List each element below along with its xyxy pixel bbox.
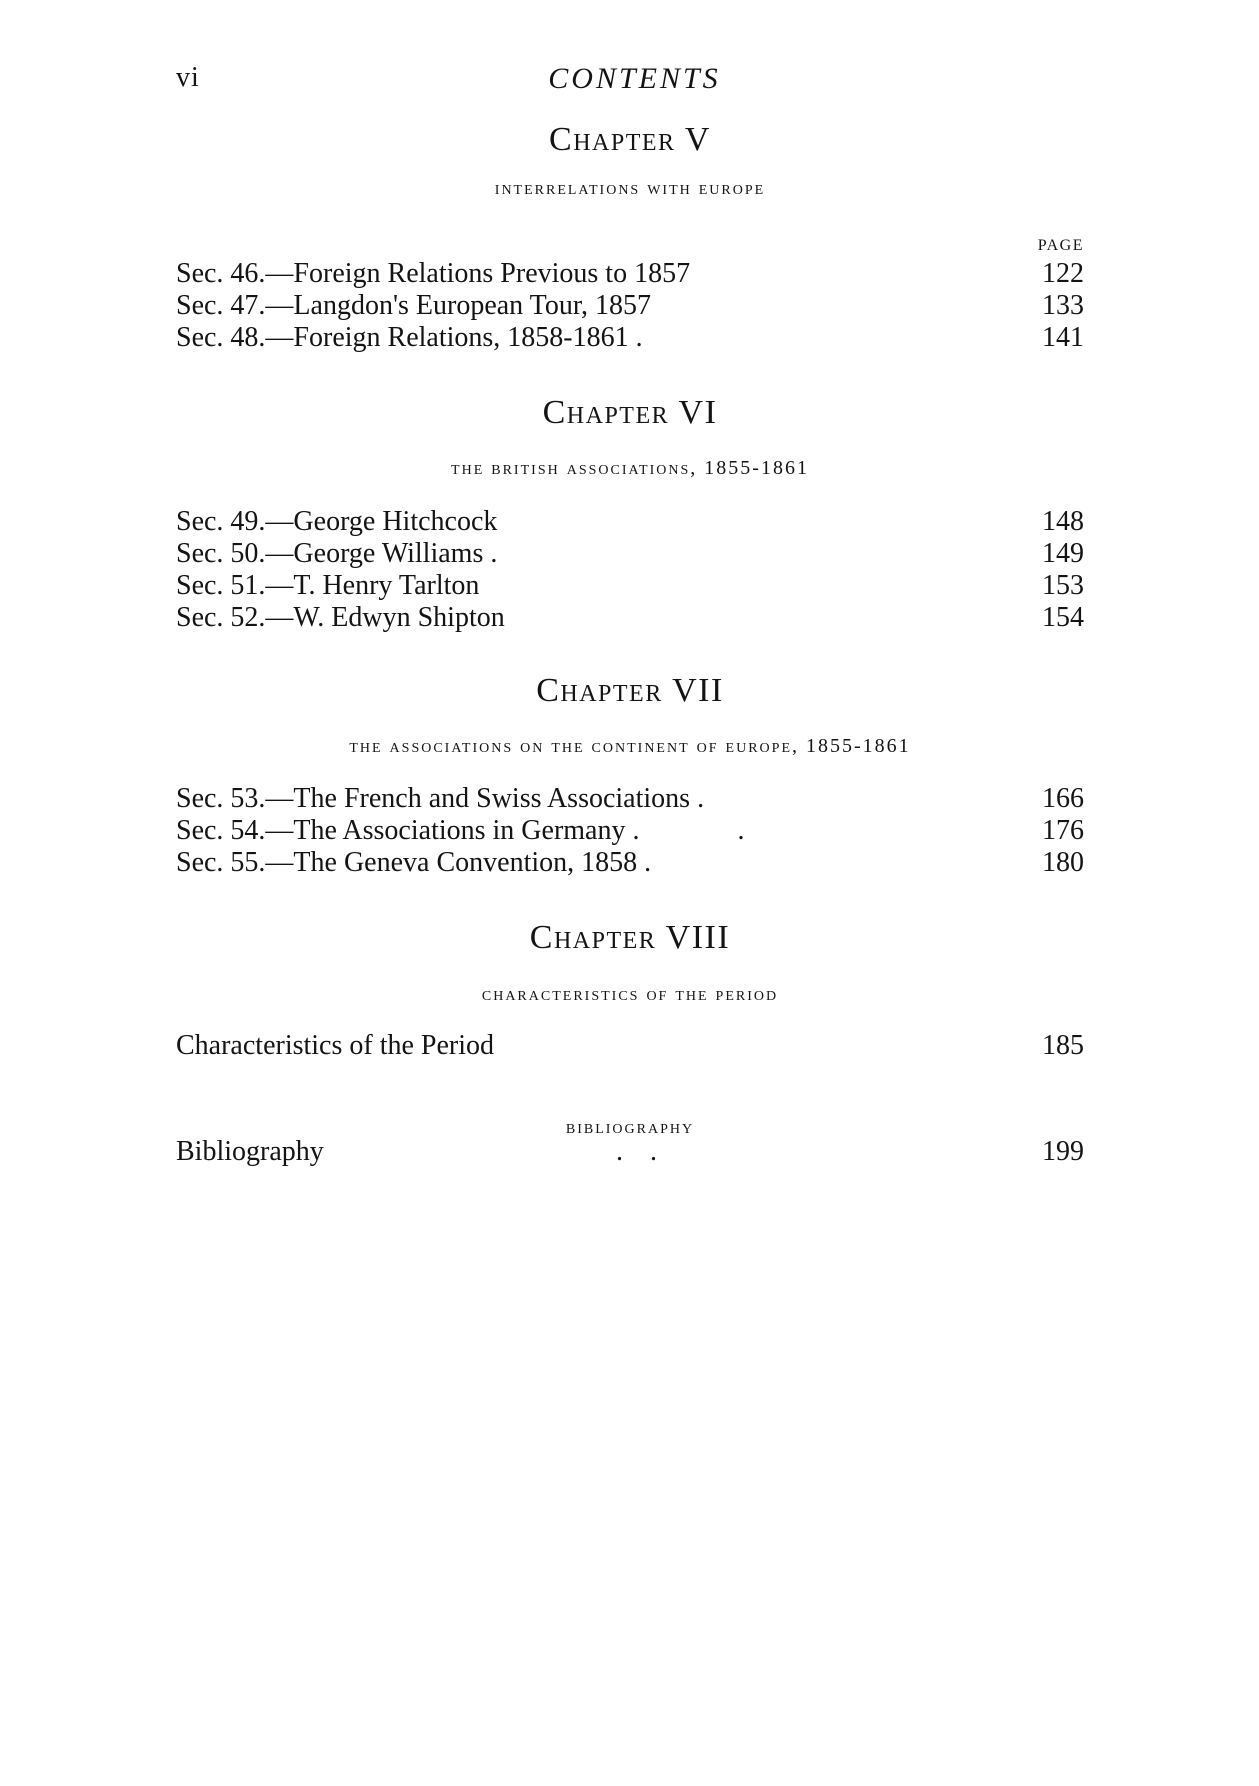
- entry-page: 141: [1042, 322, 1084, 353]
- entry-title-wrap: [176, 815, 754, 847]
- chapter-v-subtitle-wrap: [176, 175, 1084, 201]
- entry-page: 166: [1042, 783, 1084, 814]
- toc-entry[interactable]: [176, 1030, 1084, 1062]
- chapter-subtitle: the british associations, 1855-1861: [451, 457, 809, 479]
- entry-page: 133: [1042, 290, 1084, 321]
- bibliography-entry-wrap: [176, 1136, 1084, 1168]
- toc-entry[interactable]: [176, 1136, 1084, 1168]
- toc-entry[interactable]: [176, 538, 1084, 570]
- entry-title: Sec. 49.—George Hitchcock: [176, 506, 498, 537]
- toc-entry[interactable]: [176, 322, 1084, 354]
- bibliography-heading: bibliography: [565, 1116, 695, 1138]
- chapter-viii-heading: [176, 918, 1084, 958]
- entry-title: Bibliography: [176, 1136, 324, 1167]
- entry-title: Sec. 47.—Langdon's European Tour, 1857: [176, 290, 652, 321]
- entry-page: 148: [1042, 506, 1084, 537]
- entry-page: 122: [1042, 258, 1084, 289]
- chapter-title: Chapter VI: [542, 394, 718, 431]
- entry-title: Sec. 48.—Foreign Relations, 1858-1861 .: [176, 322, 643, 353]
- page-column-label: PAGE: [1037, 237, 1084, 254]
- entry-page: 153: [1042, 570, 1084, 601]
- entry-title: Sec. 51.—T. Henry Tarlton: [176, 570, 480, 601]
- entry-page: 180: [1042, 847, 1084, 878]
- running-head: CONTENTS: [548, 62, 721, 95]
- chapter-vi-entries: [176, 506, 1084, 634]
- chapter-title: Chapter VII: [536, 672, 724, 709]
- entry-page: 176: [1042, 815, 1084, 846]
- chapter-vii-heading: [176, 671, 1084, 711]
- toc-entry[interactable]: [176, 783, 1084, 815]
- leader-dots: . .: [616, 1136, 667, 1167]
- chapter-title: Chapter V: [549, 121, 711, 158]
- entry-page: 185: [1042, 1030, 1084, 1061]
- chapter-viii-entries: [176, 1030, 1084, 1062]
- toc-entry[interactable]: [176, 847, 1084, 879]
- chapter-vii-entries: [176, 783, 1084, 879]
- chapter-subtitle: the associations on the continent of europe, 1855-1861: [349, 735, 911, 757]
- entry-page: 154: [1042, 602, 1084, 633]
- page-column-label-wrap: [176, 236, 1084, 256]
- entry-page: 149: [1042, 538, 1084, 569]
- chapter-v-heading: [176, 120, 1084, 160]
- chapter-vi-heading: [176, 393, 1084, 433]
- toc-entry[interactable]: [176, 290, 1084, 322]
- chapter-v-entries: [176, 258, 1084, 354]
- entry-title: Sec. 50.—George Williams .: [176, 538, 498, 569]
- toc-entry[interactable]: [176, 506, 1084, 538]
- chapter-subtitle: interrelations with europe: [494, 177, 766, 199]
- chapter-viii-subtitle-wrap: [176, 981, 1084, 1007]
- entry-title: Characteristics of the Period: [176, 1030, 495, 1061]
- chapter-subtitle: characteristics of the period: [481, 983, 779, 1005]
- toc-entry[interactable]: [176, 258, 1084, 290]
- entry-title: Sec. 54.—The Associations in Germany .: [176, 815, 640, 846]
- toc-entry[interactable]: [176, 570, 1084, 602]
- entry-page: 199: [1042, 1136, 1084, 1167]
- chapter-vii-subtitle-wrap: [176, 733, 1084, 759]
- entry-title: Sec. 53.—The French and Swiss Associations .: [176, 783, 705, 814]
- entry-title: Sec. 46.—Foreign Relations Previous to 1857: [176, 258, 691, 289]
- entry-title: Sec. 52.—W. Edwyn Shipton: [176, 602, 505, 633]
- toc-entry[interactable]: [176, 815, 1084, 847]
- chapter-title: Chapter VIII: [529, 919, 731, 956]
- chapter-vi-subtitle-wrap: [176, 455, 1084, 481]
- entry-title: Sec. 55.—The Geneva Convention, 1858 .: [176, 847, 652, 878]
- page-folio: vi: [176, 62, 200, 93]
- leader-dots: .: [737, 815, 755, 846]
- toc-entry[interactable]: [176, 602, 1084, 634]
